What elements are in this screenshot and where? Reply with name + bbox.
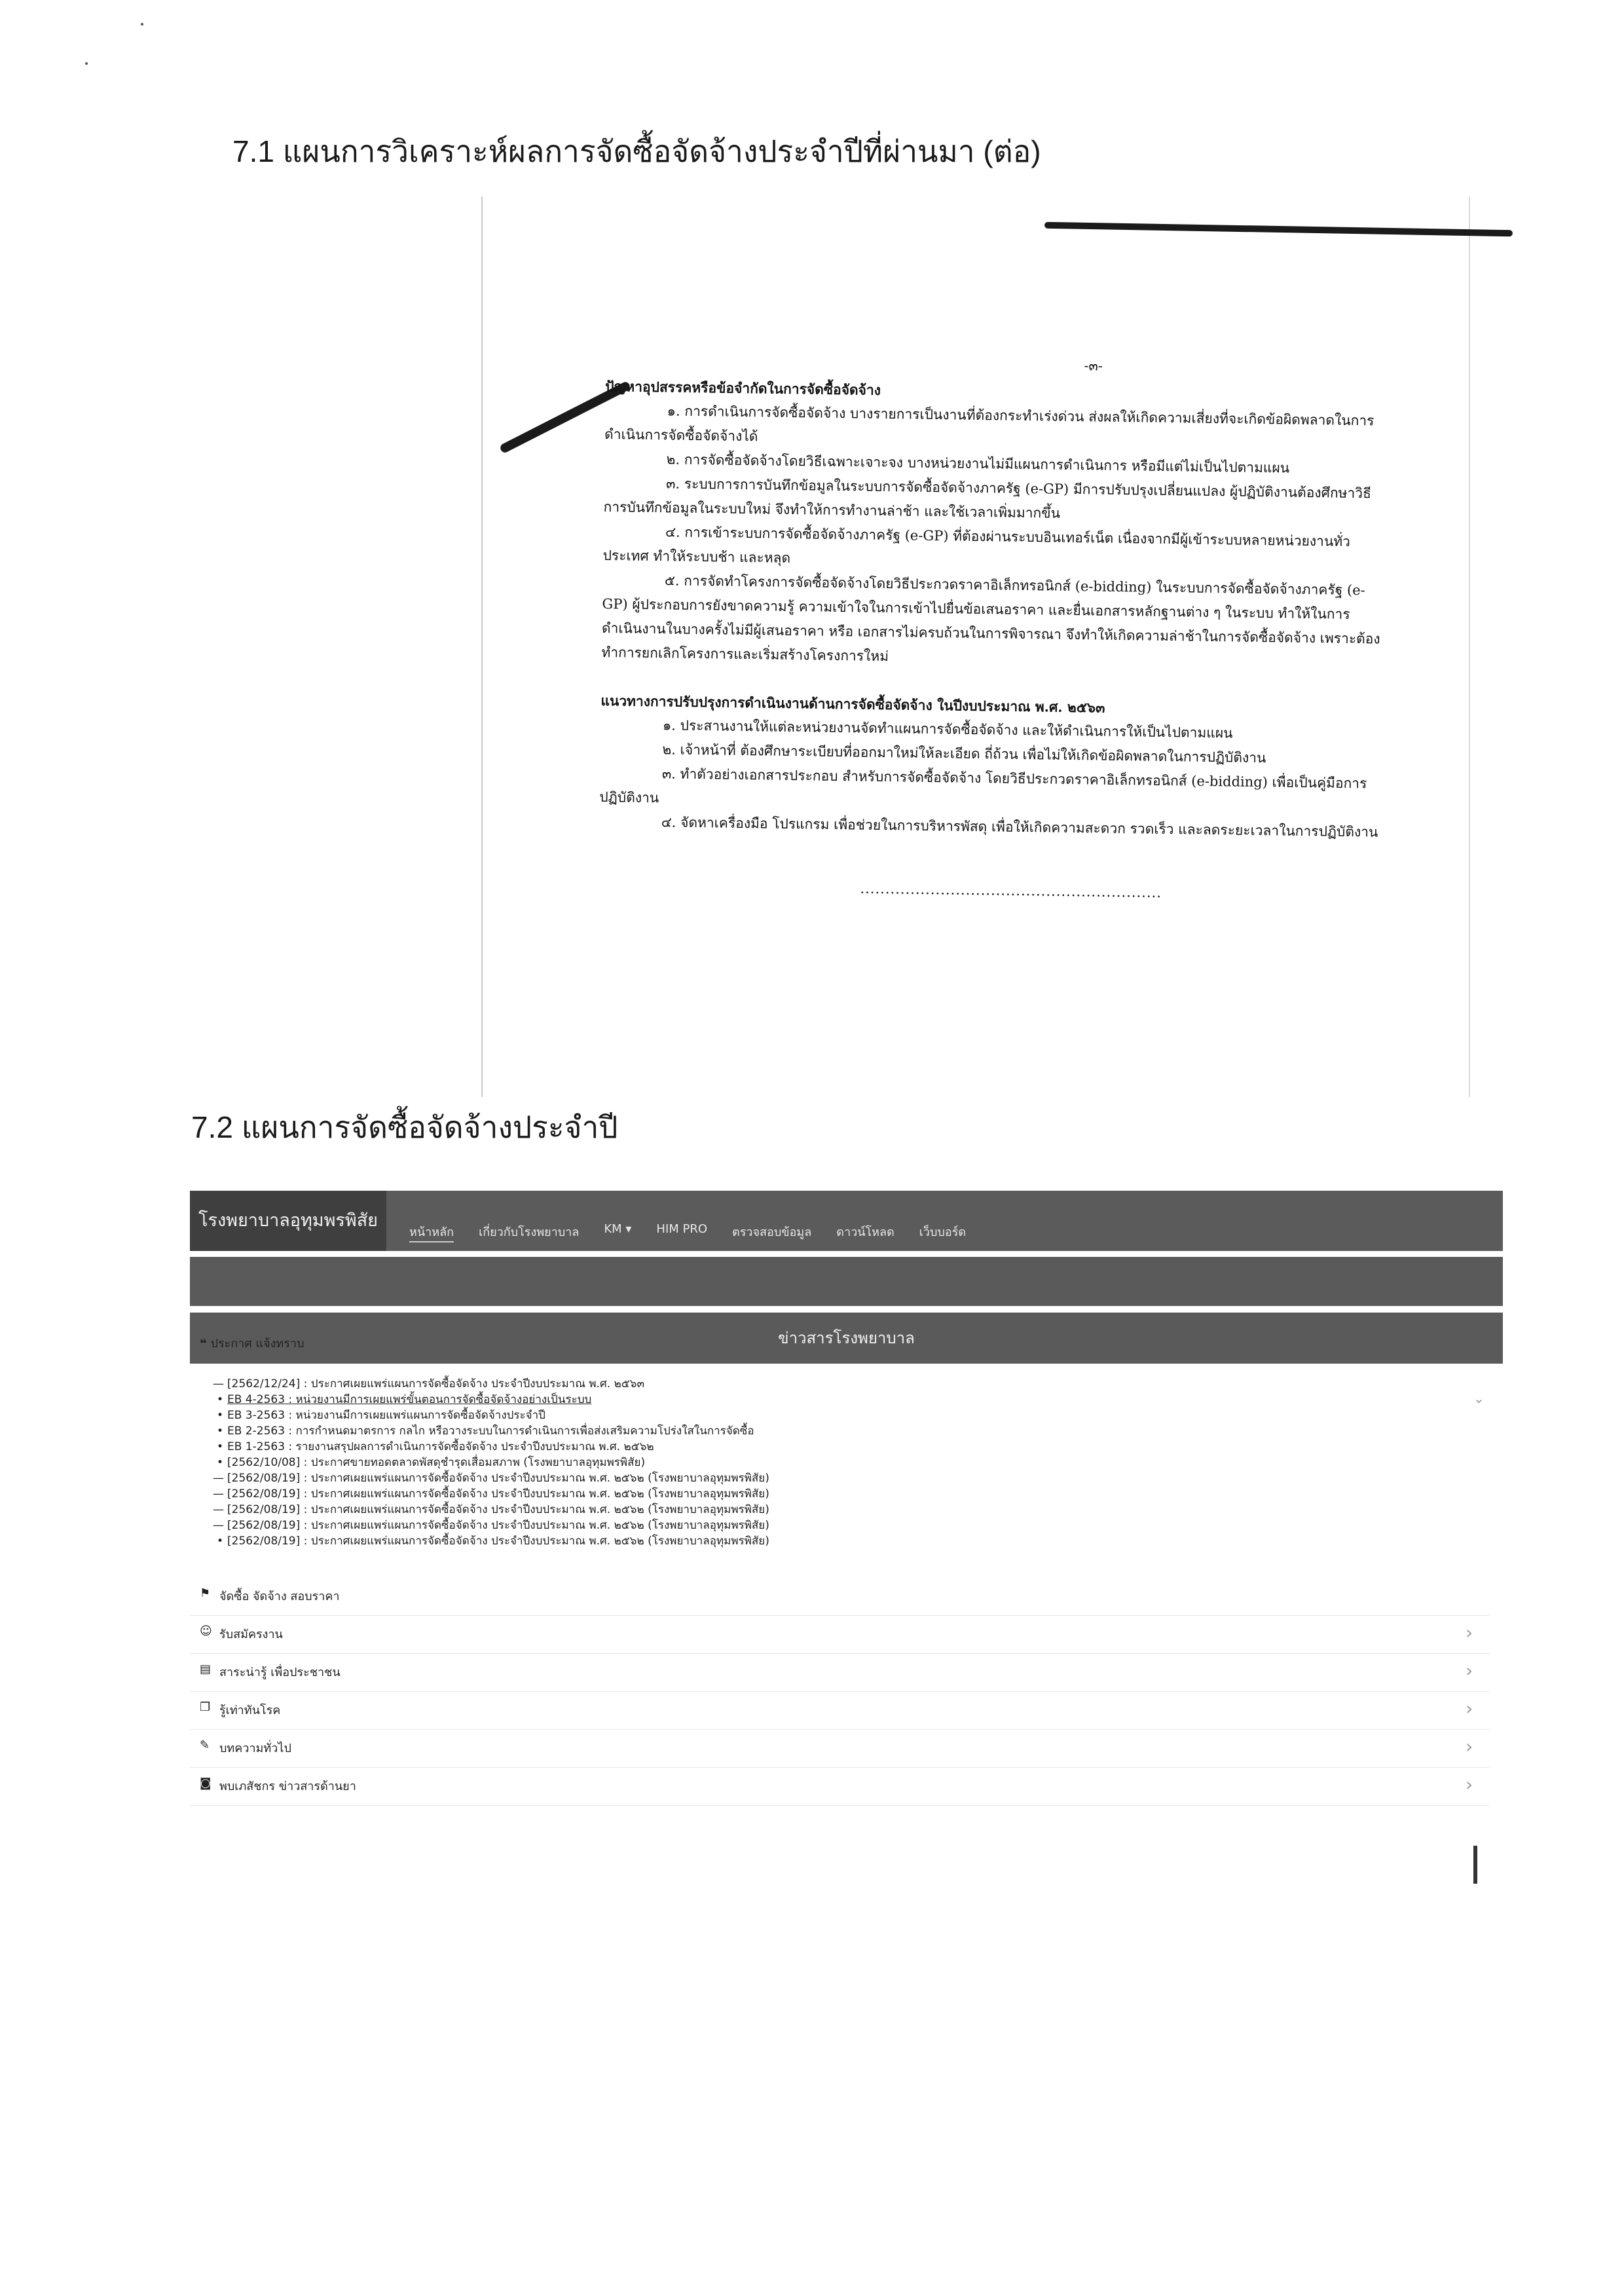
document-text	[598, 347, 1392, 908]
menu-procurement[interactable]: ⚑ จัดซื้อ จัดจ้าง สอบราคา	[190, 1577, 1490, 1616]
menu-articles[interactable]: ✎ บทความทั่วไป ›	[190, 1729, 1490, 1768]
improvement-item: ๑. ประสานงานให้แต่ละหน่วยงานจัดทำแผนการจัดซื้อจัดจ้าง และให้ดำเนินการให้เป็นไปตามแผน	[662, 717, 1233, 741]
camera-icon: ◙	[200, 1776, 212, 1790]
announcement-title: ❝ ประกาศ แจ้งทราบ	[200, 1337, 304, 1351]
improvement-item: ๒. เจ้าหน้าที่ ต้องศึกษาระเบียบที่ออกมาใหม่ให้ละเอียด ถี่ถ้วน เพื่อไม่ให้เกิดข้อผิดพลาดในการปฏิบัติงาน	[662, 741, 1266, 766]
menu-jobs[interactable]: ☺ รับสมัครงาน ›	[190, 1615, 1490, 1654]
list-item[interactable]: • EB 1-2563 : รายงานสรุปผลการดำเนินการจัดซื้อจัดจ้าง ประจำปีงบประมาณ พ.ศ. ๒๕๖๒	[213, 1439, 1195, 1455]
scanned-document	[481, 196, 1470, 1097]
chevron-right-icon[interactable]: ›	[1466, 1736, 1473, 1757]
scan-speck	[85, 62, 88, 65]
menu-pharmacy[interactable]: ◙ พบเภสัชกร ข่าวสารด้านยา ›	[190, 1767, 1490, 1806]
problem-item: ๕. การจัดทำโครงการจัดซื้อจัดจ้างโดยวิธีประกวดราคาอิเล็กทรอนิกส์ (e-bidding) ในระบบการจัดซื้อจัดจ้างภาครัฐ (e-GP) ผู้ประกอบการยังขาดความรู้ ความเข้าใจในการเข้าไปยื่นข้อเสนอราคา และยื่นเอกสารหลักฐานต่าง ๆ ในระบบ ทำให้ในการดำเนินงานในบางครั้งไม่มีผู้เสนอราคา หรือ เอกสารไม่ครบถ้วนในการพิจารณา จึงทำให้เกิดความล่าช้าในการจัดซื้อจัดจ้าง เพราะต้องทำการยกเลิกโครงการและเริ่มสร้างโครงการใหม่	[601, 572, 1380, 665]
list-item[interactable]: • EB 4-2563 : หน่วยงานมีการเผยแพร่ขั้นตอนการจัดซื้อจัดจ้างอย่างเป็นระบบ	[213, 1392, 1195, 1408]
nav-webboard[interactable]: เว็บบอร์ด	[919, 1225, 967, 1239]
nav-km[interactable]: KM ▾	[604, 1222, 632, 1236]
section-71-heading: 7.1 แผนการวิเคราะห์ผลการจัดซื้อจัดจ้างประจำปีที่ผ่านมา (ต่อ)	[232, 134, 1041, 168]
copy-icon: ❐	[200, 1700, 211, 1714]
list-item[interactable]: • EB 2-2563 : การกำหนดมาตรการ กลไก หรือวางระบบในการดำเนินการเพื่อส่งเสริมความโปร่งใสในการจัดซื้อ	[213, 1423, 1195, 1439]
chevron-right-icon[interactable]: ›	[1466, 1698, 1473, 1719]
pen-stroke-right	[1044, 222, 1513, 236]
page-number: -๓-	[1084, 358, 1103, 374]
problem-item: ๓. ระบบการการบันทึกข้อมูลในระบบการจัดซื้อจัดจ้างภาครัฐ (e-GP) มีการปรับปรุงเปลี่ยนแปลง ผู้ปฏิบัติงานต้องศึกษาวิธีการบันทึกข้อมูลในระบบใหม่ จึงทำให้การทำงานล่าช้า และใช้เวลาเพิ่มมากขึ้น	[603, 476, 1372, 521]
list-item[interactable]: — [2562/08/19] : ประกาศเผยแพร่แผนการจัดซื้อจัดจ้าง ประจำปีงบประมาณ พ.ศ. ๒๕๖๒ (โรงพยาบาลอุทุมพรพิสัย)	[213, 1486, 1195, 1502]
quote-icon: ❝	[200, 1337, 207, 1351]
menu-knowledge[interactable]: ▤ สาระน่ารู้ เพื่อประชาชน ›	[190, 1653, 1490, 1692]
list-item[interactable]: • EB 3-2563 : หน่วยงานมีการเผยแพร่แผนการจัดซื้อจัดจ้างประจำปี	[213, 1408, 1195, 1423]
chevron-right-icon[interactable]: ›	[1466, 1622, 1473, 1643]
site-brand[interactable]: โรงพยาบาลอุทุมพรพิสัย	[190, 1191, 386, 1251]
scrollbar-thumb[interactable]	[1473, 1846, 1477, 1884]
announcement-list	[213, 1376, 1195, 1549]
list-item[interactable]: — [2562/08/19] : ประกาศเผยแพร่แผนการจัดซื้อจัดจ้าง ประจำปีงบประมาณ พ.ศ. ๒๕๖๒ (โรงพยาบาลอุทุมพรพิสัย)	[213, 1502, 1195, 1518]
menu-disease[interactable]: ❐ รู้เท่าทันโรค ›	[190, 1691, 1490, 1730]
chevron-down-icon[interactable]: ⌄	[1473, 1390, 1485, 1406]
scan-left-edge	[481, 196, 483, 1097]
user-add-icon: ☺	[200, 1624, 212, 1638]
nav-about[interactable]: เกี่ยวกับโรงพยาบาล	[479, 1225, 580, 1239]
scan-speck	[141, 23, 143, 26]
list-item[interactable]: — [2562/12/24] : ประกาศเผยแพร่แผนการจัดซื้อจัดจ้าง ประจำปีงบประมาณ พ.ศ. ๒๕๖๓	[213, 1376, 1195, 1392]
problem-item: ๔. การเข้าระบบการจัดซื้อจัดจ้างภาครัฐ (e-GP) ที่ต้องผ่านระบบอินเทอร์เน็ต เนื่องจากมีผู้เข้าระบบหลายหน่วยงานทั่วประเทศ ทำให้ระบบช้า และหลุด	[602, 524, 1351, 566]
nav-check-data[interactable]: ตรวจสอบข้อมูล	[732, 1225, 812, 1239]
scan-right-edge	[1469, 196, 1470, 1097]
nav-him-pro[interactable]: HIM PRO	[656, 1222, 708, 1236]
nav-download[interactable]: ดาวน์โหลด	[836, 1225, 895, 1239]
list-item[interactable]: • [2562/10/08] : ประกาศขายทอดตลาดพัสดุชำรุดเสื่อมสภาพ (โรงพยาบาลอุทุมพรพิสัย)	[213, 1455, 1195, 1470]
improvement-item: ๓. ทำตัวอย่างเอกสารประกอบ สำหรับการจัดซื้อจัดจ้าง โดยวิธีประกวดราคาอิเล็กทรอนิกส์ (e-bidding) เพื่อเป็นคู่มือการปฏิบัติงาน	[599, 766, 1367, 806]
improvement-item: ๔. จัดหาเครื่องมือ โปรแกรม เพื่อช่วยในการบริหารพัสดุ เพื่อให้เกิดความสะดวก รวดเร็ว และลดระยะเวลาในการปฏิบัติงาน	[661, 814, 1378, 840]
problem-item: ๑. การดำเนินการจัดซื้อจัดจ้าง บางรายการเป็นงานที่ต้องกระทำเร่งด่วน ส่งผลให้เกิดความเสี่ยงที่จะเกิดข้อผิดพลาดในการดำเนินการจัดซื้อจัดจ้างได้	[604, 403, 1375, 445]
list-item[interactable]: — [2562/08/19] : ประกาศเผยแพร่แผนการจัดซื้อจัดจ้าง ประจำปีงบประมาณ พ.ศ. ๒๕๖๒ (โรงพยาบาลอุทุมพรพิสัย)	[213, 1470, 1195, 1486]
nav-home[interactable]: หน้าหลัก	[409, 1222, 454, 1242]
banner-strip	[190, 1257, 1503, 1306]
book-icon: ▤	[200, 1662, 212, 1676]
document-end-line: ............................................................	[860, 880, 1162, 901]
chevron-right-icon[interactable]: ›	[1466, 1660, 1473, 1681]
news-banner: ข่าวสารโรงพยาบาล	[190, 1313, 1503, 1364]
problems-title: ปัญหาอุปสรรคหรือข้อจำกัดในการจัดซื้อจัดจ้าง	[604, 377, 881, 398]
edit-icon: ✎	[200, 1738, 210, 1752]
section-72-heading: 7.2 แผนการจัดซื้อจัดจ้างประจำปี	[191, 1110, 618, 1144]
improvements-title: แนวทางการปรับปรุงการดำเนินงานด้านการจัดซื้อจัดจ้าง ในปีงบประมาณ พ.ศ. ๒๕๖๓	[600, 692, 1105, 716]
list-item[interactable]: • [2562/08/19] : ประกาศเผยแพร่แผนการจัดซื้อจัดจ้าง ประจำปีงบประมาณ พ.ศ. ๒๕๖๒ (โรงพยาบาลอุทุมพรพิสัย)	[213, 1533, 1195, 1549]
main-nav	[409, 1222, 966, 1242]
website-screenshot	[190, 1191, 1490, 1875]
problem-item: ๒. การจัดซื้อจัดจ้างโดยวิธีเฉพาะเจาะจง บางหน่วยงานไม่มีแผนการดำเนินการ หรือมีแต่ไม่เป็นไปตามแผน	[666, 451, 1290, 476]
list-item[interactable]: — [2562/08/19] : ประกาศเผยแพร่แผนการจัดซื้อจัดจ้าง ประจำปีงบประมาณ พ.ศ. ๒๕๖๒ (โรงพยาบาลอุทุมพรพิสัย)	[213, 1518, 1195, 1533]
chevron-right-icon[interactable]: ›	[1466, 1774, 1473, 1795]
flag-icon: ⚑	[200, 1586, 211, 1600]
